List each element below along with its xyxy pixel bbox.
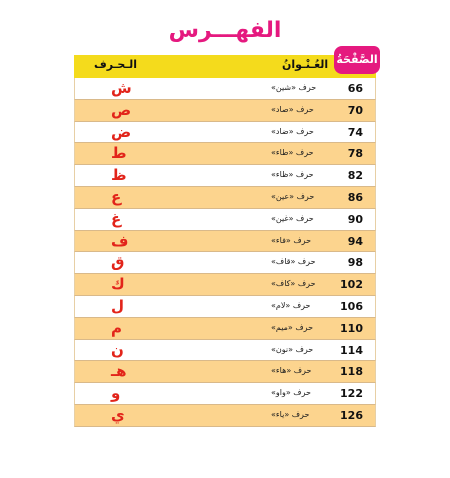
row-page-number: 94 bbox=[347, 234, 363, 248]
table-row bbox=[74, 165, 376, 187]
table-row bbox=[74, 318, 376, 340]
row-page-number: 82 bbox=[347, 169, 363, 183]
row-letter: ل bbox=[111, 296, 125, 315]
table-body bbox=[74, 78, 376, 427]
row-letter: و bbox=[111, 384, 121, 403]
row-letter: ص bbox=[111, 100, 132, 119]
row-letter: ك bbox=[111, 275, 125, 294]
row-title: حرف «ياء» bbox=[271, 409, 310, 419]
row-letter: ش bbox=[111, 79, 132, 97]
row-title: حرف «واو» bbox=[271, 388, 311, 398]
table-row bbox=[74, 100, 376, 122]
row-page-number: 78 bbox=[347, 147, 363, 161]
row-page-number: 70 bbox=[347, 103, 363, 117]
row-page-number: 126 bbox=[340, 408, 363, 422]
table-row bbox=[74, 405, 376, 427]
row-letter: ي bbox=[111, 405, 125, 424]
table-row bbox=[74, 252, 376, 274]
row-page-number: 74 bbox=[347, 125, 363, 139]
table-row bbox=[74, 383, 376, 405]
row-letter: ض bbox=[111, 122, 132, 141]
row-title: حرف «ضاد» bbox=[271, 126, 314, 136]
table-row bbox=[74, 274, 376, 296]
row-letter: ظ bbox=[111, 166, 127, 185]
page-column-header: الصَّفْحَةُ bbox=[334, 46, 380, 74]
row-page-number: 90 bbox=[347, 212, 363, 226]
row-title: حرف «فاء» bbox=[271, 235, 312, 245]
table-row bbox=[74, 209, 376, 231]
row-page-number: 106 bbox=[340, 299, 363, 313]
row-title: حرف «غين» bbox=[271, 213, 314, 223]
row-title: حرف «شين» bbox=[271, 83, 317, 92]
row-letter: ف bbox=[111, 231, 129, 250]
row-letter: هـ bbox=[111, 362, 127, 381]
row-page-number: 66 bbox=[347, 82, 363, 95]
row-title: حرف «لام» bbox=[271, 300, 311, 310]
row-title: حرف «طاء» bbox=[271, 148, 314, 158]
table-row bbox=[74, 78, 376, 100]
title-column-header: العُـنْـوانُ bbox=[282, 58, 329, 71]
row-letter: م bbox=[111, 318, 122, 337]
row-page-number: 98 bbox=[347, 256, 363, 270]
row-letter: ط bbox=[111, 144, 127, 163]
letter-column-header: الـحـرف bbox=[94, 58, 137, 71]
row-letter: ع bbox=[111, 187, 122, 206]
row-letter: ن bbox=[111, 340, 124, 359]
table-row bbox=[74, 143, 376, 165]
row-title: حرف «نون» bbox=[271, 344, 314, 354]
row-title: حرف «ميم» bbox=[271, 322, 314, 332]
row-page-number: 118 bbox=[340, 365, 363, 379]
row-title: حرف «عين» bbox=[271, 191, 315, 201]
row-title: حرف «صاد» bbox=[271, 104, 314, 114]
table-row bbox=[74, 187, 376, 209]
page-title: الفهـــرس bbox=[168, 18, 282, 43]
row-page-number: 122 bbox=[340, 387, 363, 401]
row-page-number: 86 bbox=[347, 190, 363, 204]
row-title: حرف «قاف» bbox=[271, 257, 316, 267]
row-title: حرف «كاف» bbox=[271, 279, 316, 289]
index-table bbox=[74, 55, 376, 427]
table-row bbox=[74, 340, 376, 362]
table-header bbox=[74, 55, 376, 78]
row-title: حرف «هاء» bbox=[271, 366, 312, 376]
row-letter: غ bbox=[111, 209, 122, 228]
row-page-number: 102 bbox=[340, 278, 363, 292]
table-row bbox=[74, 361, 376, 383]
table-row bbox=[74, 231, 376, 253]
row-page-number: 114 bbox=[340, 343, 363, 357]
table-row bbox=[74, 122, 376, 144]
row-page-number: 110 bbox=[340, 321, 363, 335]
table-row bbox=[74, 296, 376, 318]
row-letter: ق bbox=[111, 253, 125, 272]
row-title: حرف «ظاء» bbox=[271, 170, 314, 180]
